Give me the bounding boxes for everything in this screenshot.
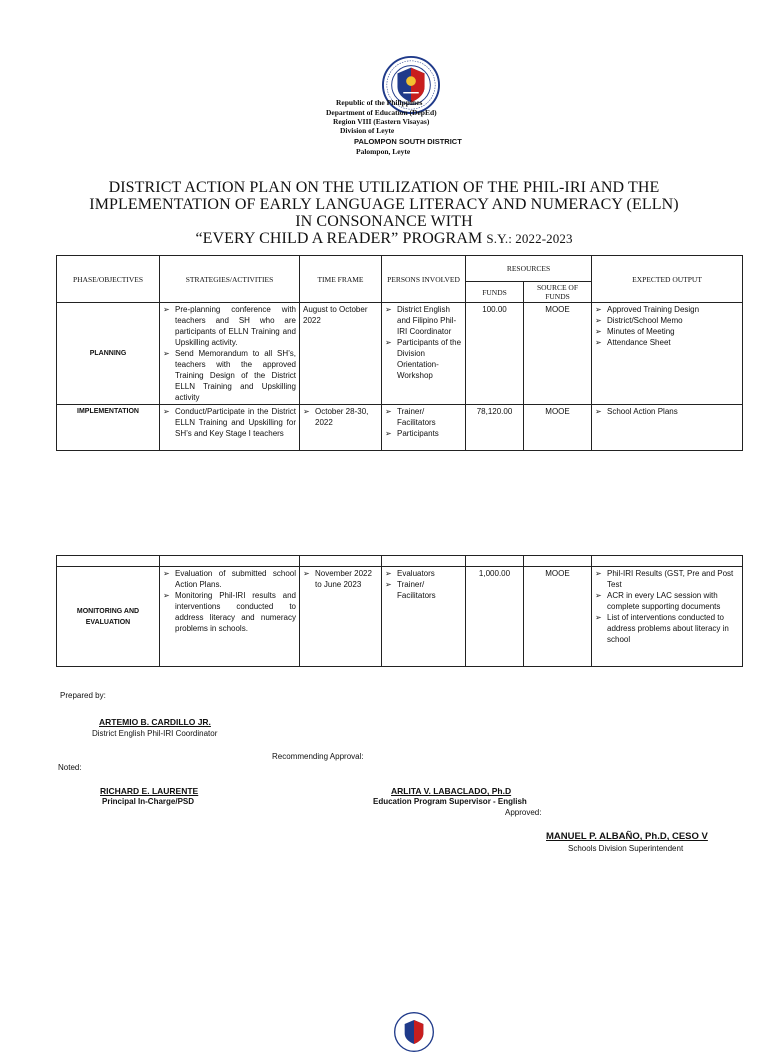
output-cell — [592, 405, 743, 451]
persons-cell — [382, 405, 466, 451]
strategies-cell — [160, 405, 300, 451]
recommending-label: Recommending Approval: — [272, 752, 364, 761]
header-district: PALOMPON SOUTH DISTRICT — [354, 137, 462, 146]
list-item: ➢ October 28-30, 2022 — [303, 406, 378, 428]
table-row — [57, 303, 743, 405]
school-year: S.Y.: 2022-2023 — [486, 231, 573, 246]
list-item: ➢ Phil-IRI Results (GST, Pre and Post Test — [595, 568, 739, 590]
list-item: ➢ Participants — [385, 428, 462, 439]
output-cell — [592, 303, 743, 405]
time-cell: August to October 2022 — [300, 303, 382, 405]
list-item: ➢ ACR in every LAC session with complete supporting documents — [595, 590, 739, 612]
phase-cell: PLANNING — [57, 303, 160, 405]
time-cell — [300, 567, 382, 667]
recommending-name: ARLITA V. LABACLADO, Ph.D — [391, 786, 512, 796]
header-strategies: STRATEGIES/ACTIVITIES — [160, 256, 300, 303]
header-resources: RESOURCES — [466, 256, 592, 282]
list-item: ➢ November 2022 to June 2023 — [303, 568, 378, 590]
title-line-1: DISTRICT ACTION PLAN ON THE UTILIZATION OF THE PHIL-IRI AND THE — [108, 179, 660, 196]
list-item: ➢ Minutes of Meeting — [595, 326, 739, 337]
document-title — [40, 179, 728, 247]
list-item: ➢ District/School Memo — [595, 315, 739, 326]
list-item: ➢ Trainer/ Facilitators — [385, 406, 462, 428]
source-cell: MOOE — [524, 405, 592, 451]
strategies-cell — [160, 567, 300, 667]
title-line-3: IN CONSONANCE WITH — [295, 213, 473, 230]
funds-cell: 100.00 — [466, 303, 524, 405]
recommending-title: Education Program Supervisor - English — [373, 797, 527, 806]
header-deped: Department of Education (DepEd) — [326, 108, 437, 117]
list-item: ➢ Evaluators — [385, 568, 462, 579]
source-cell: MOOE — [524, 567, 592, 667]
time-cell — [300, 405, 382, 451]
noted-label: Noted: — [58, 763, 82, 772]
table-row-empty — [57, 556, 743, 567]
deped-seal-icon — [394, 1012, 434, 1052]
list-item: ➢ School Action Plans — [595, 406, 739, 417]
header-division: Division of Leyte — [340, 126, 395, 135]
list-item: ➢ Participants of the Division Orientation-Workshop — [385, 337, 462, 381]
phase-cell: MONITORING AND EVALUATION — [57, 567, 160, 667]
header-republic: Republic of the Philippines — [336, 98, 423, 107]
list-item: ➢ Pre-planning conference with teachers and SH who are participants of ELLN Training and Upskilling activity. — [163, 304, 296, 348]
funds-cell: 1,000.00 — [466, 567, 524, 667]
header-phase: PHASE/OBJECTIVES — [57, 256, 160, 303]
source-cell: MOOE — [524, 303, 592, 405]
list-item: ➢ Evaluation of submitted school Action Plans. — [163, 568, 296, 590]
title-line-2: IMPLEMENTATION OF EARLY LANGUAGE LITERACY AND NUMERACY (ELLN) — [89, 196, 679, 213]
strategies-cell — [160, 303, 300, 405]
title-program: “EVERY CHILD A READER” PROGRAM — [195, 230, 483, 247]
list-item: ➢ Monitoring Phil-IRI results and interventions conducted to address literacy and numeracy problems in schools. — [163, 590, 296, 634]
header-funds: FUNDS — [466, 282, 524, 303]
table-row — [57, 567, 743, 667]
list-item: ➢ Approved Training Design — [595, 304, 739, 315]
header-region: Region VIII (Eastern Visayas) — [333, 117, 430, 126]
header-persons: PERSONS INVOLVED — [382, 256, 466, 303]
noted-title: Principal In-Charge/PSD — [102, 797, 195, 806]
persons-cell — [382, 567, 466, 667]
list-item: ➢ Attendance Sheet — [595, 337, 739, 348]
approved-label: Approved: — [505, 808, 542, 817]
list-item: ➢ Trainer/ Facilitators — [385, 579, 462, 601]
header-location: Palompon, Leyte — [356, 147, 411, 156]
list-item: ➢ District English and Filipino Phil-IRI Coordinator — [385, 304, 462, 337]
funds-cell: 78,120.00 — [466, 405, 524, 451]
list-item: ➢ List of interventions conducted to address problems about literacy in school — [595, 612, 739, 645]
prepared-label: Prepared by: — [60, 691, 106, 700]
list-item: ➢ Conduct/Participate in the District ELLN Training and Upskilling for SH’s and Key Stage I teachers — [163, 406, 296, 439]
title-line-4 — [40, 230, 728, 247]
output-cell — [592, 567, 743, 667]
header-time-frame: TIME FRAME — [300, 256, 382, 303]
phase-cell: IMPLEMENTATION — [57, 405, 160, 451]
noted-name: RICHARD E. LAURENTE — [100, 786, 199, 796]
header-expected-output: EXPECTED OUTPUT — [592, 256, 743, 303]
prepared-title: District English Phil-IRI Coordinator — [92, 729, 218, 738]
persons-cell — [382, 303, 466, 405]
approved-name: MANUEL P. ALBAÑO, Ph.D, CESO V — [546, 831, 708, 842]
table-row — [57, 405, 743, 451]
prepared-name: ARTEMIO B. CARDILLO JR. — [99, 717, 211, 727]
list-item: ➢ Send Memorandum to all SH’s, teachers with the approved Training Design of the District ELLN Training and Upskilling activity — [163, 348, 296, 403]
approved-title: Schools Division Superintendent — [568, 844, 684, 853]
table-header-row — [57, 256, 743, 282]
action-plan-table — [56, 255, 743, 451]
header-source: SOURCE OF FUNDS — [524, 282, 592, 303]
action-plan-table-continued — [56, 555, 743, 667]
